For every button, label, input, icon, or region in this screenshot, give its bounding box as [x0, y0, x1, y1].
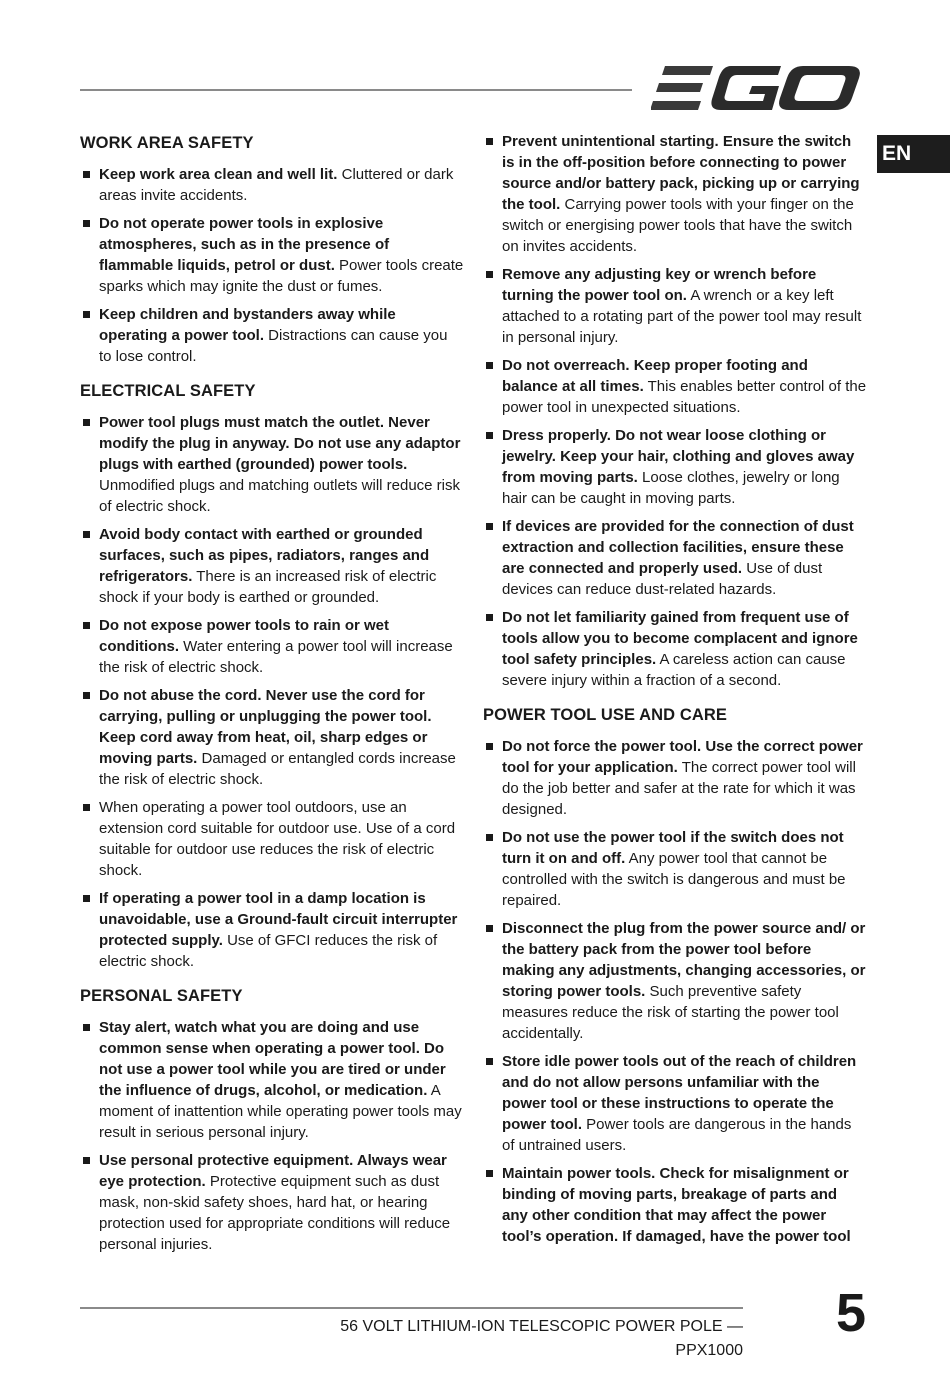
- page-number: 5: [835, 1283, 867, 1343]
- safety-item: [80, 164, 464, 206]
- safety-item-rule: If devices are provided for the connection of dust extraction and collection facilities, ensure these are connected and properly used.: [502, 518, 854, 577]
- safety-item-explanation: When operating a power tool outdoors, use an extension cord suitable for outdoor use. Use of a cord suitable for outdoor use reduces the risk of electric shock.: [99, 799, 456, 879]
- safety-item-rule: Do not let familiarity gained from frequent use of tools allow you to become complacent and ignore tool safety principles.: [502, 609, 858, 668]
- safety-item-explanation: Any power tool that cannot be controlled with the switch is dangerous and must be repaired.: [502, 850, 846, 909]
- safety-item-explanation: A wrench or a key left attached to a rotating part of the power tool may result in personal injury.: [502, 287, 862, 346]
- safety-item-rule: Do not use the power tool if the switch does not turn it on and off.: [502, 829, 844, 867]
- language-tab-en: EN: [877, 135, 950, 173]
- safety-item: [483, 355, 867, 418]
- left-column: [80, 131, 464, 1267]
- square-bullet-icon: [486, 138, 493, 145]
- safety-list: [483, 131, 867, 691]
- safety-item: [483, 1163, 867, 1247]
- safety-item-rule: Disconnect the plug from the power source and/ or the battery pack from the power tool before making any adjustments, changing accessories, or storing power tools.: [502, 920, 866, 1000]
- safety-item-rule: Do not expose power tools to rain or wet conditions.: [99, 617, 390, 655]
- safety-item: [80, 524, 464, 608]
- safety-list: [80, 1017, 464, 1255]
- square-bullet-icon: [486, 614, 493, 621]
- safety-item-explanation: Power tools create sparks which may ignite the dust or fumes.: [99, 257, 464, 295]
- safety-item-rule: Do not abuse the cord. Never use the cord for carrying, pulling or unplugging the power tool. Keep cord away from heat, oil, sharp edges or moving parts.: [99, 687, 432, 767]
- safety-item: [80, 888, 464, 972]
- square-bullet-icon: [486, 362, 493, 369]
- safety-item: [483, 264, 867, 348]
- safety-item: [80, 1017, 464, 1143]
- safety-item-explanation: Water entering a power tool will increase the risk of electric shock.: [99, 638, 453, 676]
- safety-item-explanation: Such preventive safety measures reduce the risk of starting the power tool accidentally.: [502, 983, 839, 1042]
- safety-item-explanation: The correct power tool will do the job better and safer at the rate for which it was designed.: [502, 759, 856, 818]
- section-heading-work-area-safety: WORK AREA SAFETY: [80, 134, 254, 152]
- footer-product-line: 56 VOLT LITHIUM-ION TELESCOPIC POWER POLE — PPX1000: [340, 1318, 743, 1359]
- safety-item: [80, 797, 464, 881]
- safety-item-rule: If operating a power tool in a damp location is unavoidable, use a Ground-fault circuit interrupter protected supply.: [99, 890, 458, 949]
- safety-item-rule: Prevent unintentional starting. Ensure the switch is in the off-position before connecting to power source and/or battery pack, picking up or carrying the tool.: [502, 133, 860, 213]
- safety-item-rule: Keep work area clean and well lit.: [99, 166, 338, 183]
- safety-item-rule: Stay alert, watch what you are doing and use common sense when operating a power tool. Do not use a power tool while you are tired or under the influence of drugs, alcohol, or medication.: [99, 1019, 446, 1099]
- safety-item: [80, 213, 464, 297]
- safety-item-rule: Store idle power tools out of the reach of children and do not allow persons unfamiliar with the power tool or these instructions to operate the power tool.: [502, 1053, 857, 1133]
- safety-item-rule: Use personal protective equipment. Always wear eye protection.: [99, 1152, 447, 1190]
- square-bullet-icon: [486, 523, 493, 530]
- safety-list: [483, 736, 867, 1247]
- square-bullet-icon: [83, 1157, 90, 1164]
- safety-item-rule: Avoid body contact with earthed or grounded surfaces, such as pipes, radiators, ranges and refrigerators.: [99, 526, 430, 585]
- safety-item-explanation: Power tools are dangerous in the hands of untrained users.: [502, 1116, 852, 1154]
- safety-item-explanation: Use of GFCI reduces the risk of electric shock.: [99, 932, 438, 970]
- section-heading-power-tool-use-and-care: POWER TOOL USE AND CARE: [483, 706, 728, 724]
- safety-item: [483, 516, 867, 600]
- safety-item-rule: Do not force the power tool. Use the correct power tool for your application.: [502, 738, 863, 776]
- safety-item-rule: Do not operate power tools in explosive atmospheres, such as in the presence of flammable liquids, petrol or dust.: [99, 215, 390, 274]
- square-bullet-icon: [486, 743, 493, 750]
- square-bullet-icon: [486, 925, 493, 932]
- safety-list: [80, 412, 464, 972]
- safety-item-explanation: There is an increased risk of electric shock if your body is earthed or grounded.: [99, 568, 437, 606]
- section-heading-personal-safety: PERSONAL SAFETY: [80, 987, 243, 1005]
- safety-item-explanation: Use of dust devices can reduce dust-related hazards.: [502, 560, 823, 598]
- safety-item-rule: Remove any adjusting key or wrench before turning the power tool on.: [502, 266, 817, 304]
- safety-item: [483, 827, 867, 911]
- square-bullet-icon: [83, 804, 90, 811]
- safety-item: [80, 412, 464, 517]
- square-bullet-icon: [486, 271, 493, 278]
- square-bullet-icon: [486, 432, 493, 439]
- square-bullet-icon: [83, 311, 90, 318]
- ego-logo: [651, 64, 863, 112]
- safety-item-explanation: Loose clothes, jewelry or long hair can be caught in moving parts.: [502, 469, 840, 507]
- square-bullet-icon: [83, 220, 90, 227]
- safety-item-rule: Do not overreach. Keep proper footing and balance at all times.: [502, 357, 808, 395]
- square-bullet-icon: [83, 692, 90, 699]
- safety-item: [80, 1150, 464, 1255]
- square-bullet-icon: [83, 531, 90, 538]
- square-bullet-icon: [83, 419, 90, 426]
- safety-item-explanation: Protective equipment such as dust mask, non-skid safety shoes, hard hat, or hearing protection used for appropriate conditions will reduce personal injuries.: [99, 1173, 451, 1253]
- safety-item-explanation: A careless action can cause severe injury within a fraction of a second.: [502, 651, 846, 689]
- safety-item-rule: Power tool plugs must match the outlet. Never modify the plug in anyway. Do not use any adaptor plugs with earthed (grounded) power tools.: [99, 414, 461, 473]
- safety-item-explanation: This enables better control of the power tool in unexpected situations.: [502, 378, 867, 416]
- safety-item: [80, 615, 464, 678]
- section-heading-electrical-safety: ELECTRICAL SAFETY: [80, 382, 256, 400]
- safety-item: [483, 425, 867, 509]
- safety-item: [483, 736, 867, 820]
- square-bullet-icon: [83, 622, 90, 629]
- safety-item: [483, 918, 867, 1044]
- right-column: [483, 131, 867, 1259]
- square-bullet-icon: [486, 1058, 493, 1065]
- safety-item-rule: Keep children and bystanders away while operating a power tool.: [99, 306, 396, 344]
- safety-item-rule: Dress properly. Do not wear loose clothing or jewelry. Keep your hair, clothing and gloves away from moving parts.: [502, 427, 855, 486]
- safety-item-explanation: Distractions can cause you to lose control.: [99, 327, 448, 365]
- safety-item: [80, 304, 464, 367]
- safety-item-explanation: Carrying power tools with your finger on the switch or energising power tools that have the switch on invites accidents.: [502, 196, 854, 255]
- header-rule: [80, 89, 632, 91]
- square-bullet-icon: [486, 1170, 493, 1177]
- safety-item-explanation: A moment of inattention while operating power tools may result in serious personal injury.: [99, 1082, 462, 1141]
- square-bullet-icon: [83, 171, 90, 178]
- safety-list: [80, 164, 464, 367]
- safety-item: [483, 131, 867, 257]
- safety-item: [80, 685, 464, 790]
- safety-item-explanation: Unmodified plugs and matching outlets will reduce risk of electric shock.: [99, 477, 461, 515]
- safety-item: [483, 1051, 867, 1156]
- square-bullet-icon: [83, 1024, 90, 1031]
- square-bullet-icon: [83, 895, 90, 902]
- safety-item-explanation: Cluttered or dark areas invite accidents.: [99, 166, 454, 204]
- footer-rule: [80, 1307, 743, 1309]
- square-bullet-icon: [486, 834, 493, 841]
- safety-item-rule: Maintain power tools. Check for misalignment or binding of moving parts, breakage of parts and any other condition that may affect the power tool’s operation. If damaged, have the power tool: [502, 1165, 851, 1245]
- safety-item-explanation: Damaged or entangled cords increase the risk of electric shock.: [99, 750, 456, 788]
- safety-item: [483, 607, 867, 691]
